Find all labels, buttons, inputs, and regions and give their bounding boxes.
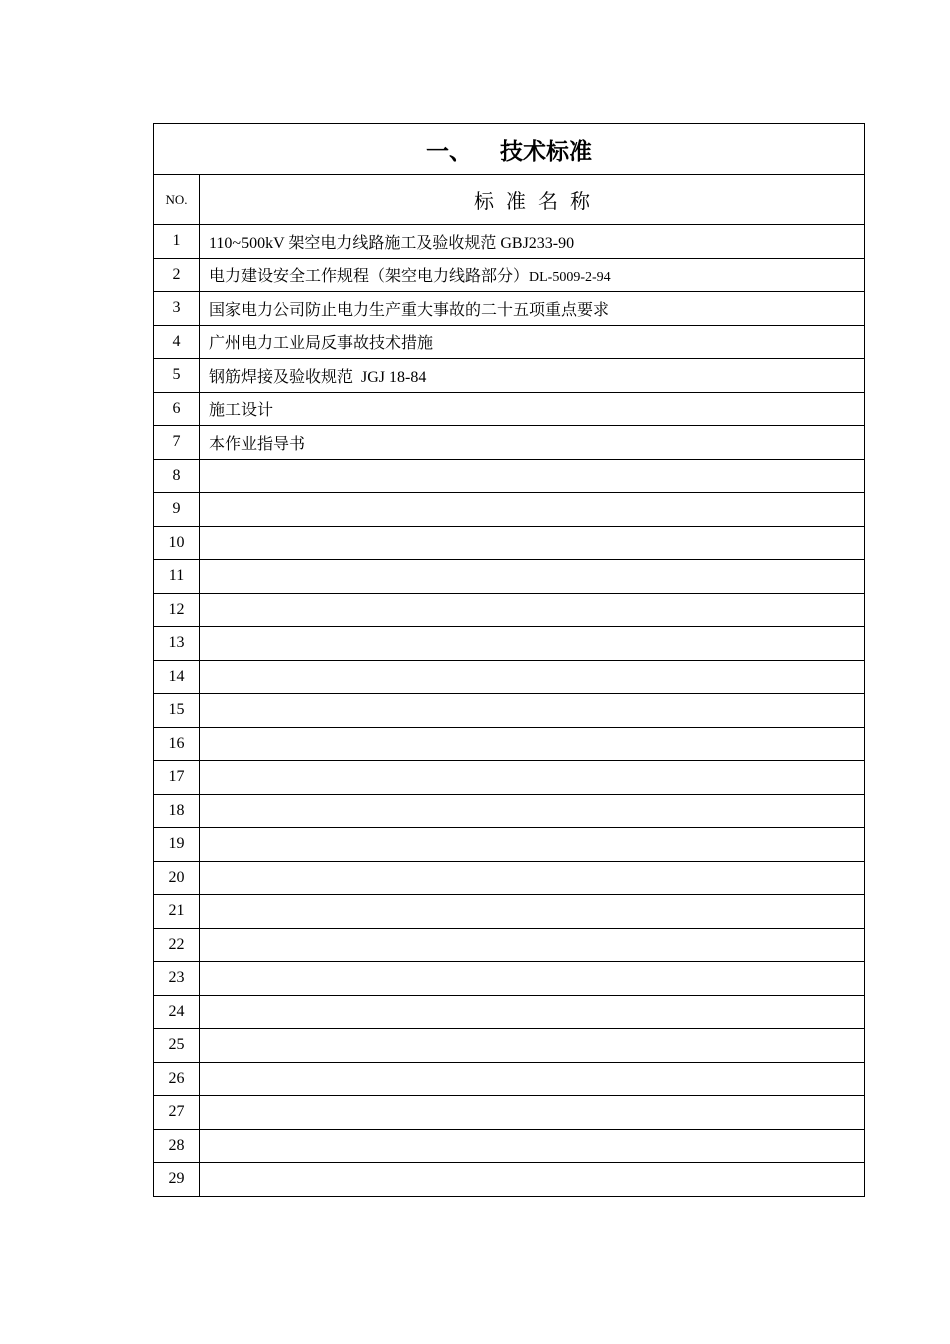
standards-table <box>153 123 865 1197</box>
row-number: 14 <box>154 660 200 694</box>
row-number: 26 <box>154 1062 200 1096</box>
table-title <box>154 124 865 175</box>
table-row <box>154 560 865 594</box>
standard-name <box>200 660 865 694</box>
table-row <box>154 928 865 962</box>
row-number: 4 <box>154 325 200 359</box>
table-row <box>154 526 865 560</box>
table-row <box>154 1062 865 1096</box>
table-row <box>154 1029 865 1063</box>
table-row <box>154 761 865 795</box>
standard-name <box>200 593 865 627</box>
row-number: 24 <box>154 995 200 1029</box>
table-row <box>154 593 865 627</box>
standard-name <box>200 1029 865 1063</box>
standard-name <box>200 861 865 895</box>
table-row <box>154 258 865 292</box>
standard-name <box>200 627 865 661</box>
row-number: 16 <box>154 727 200 761</box>
standard-name-part: 110~500kV <box>209 234 289 252</box>
row-number: 5 <box>154 359 200 393</box>
table-row <box>154 962 865 996</box>
table-row <box>154 627 865 661</box>
table-header-row <box>154 175 865 225</box>
table-row <box>154 426 865 460</box>
table-row <box>154 895 865 929</box>
row-number: 10 <box>154 526 200 560</box>
row-number: 9 <box>154 493 200 527</box>
row-number: 1 <box>154 225 200 259</box>
title-text: 技术标准 <box>500 137 592 165</box>
table-title-row <box>154 124 865 175</box>
standard-name <box>200 258 865 292</box>
table-row <box>154 1129 865 1163</box>
row-number: 29 <box>154 1163 200 1197</box>
standard-name <box>200 761 865 795</box>
table-row <box>154 694 865 728</box>
table-row <box>154 1163 865 1197</box>
table-row <box>154 325 865 359</box>
standard-name-part: 本作业指导书 <box>209 433 306 453</box>
standard-name <box>200 928 865 962</box>
row-number: 22 <box>154 928 200 962</box>
table-row <box>154 995 865 1029</box>
row-number: 15 <box>154 694 200 728</box>
standard-name <box>200 962 865 996</box>
standard-name <box>200 1096 865 1130</box>
standard-name <box>200 426 865 460</box>
standard-name <box>200 694 865 728</box>
standard-name <box>200 895 865 929</box>
standard-name-part: GBJ233-90 <box>496 234 575 252</box>
standard-name <box>200 1062 865 1096</box>
table-row <box>154 828 865 862</box>
row-number: 18 <box>154 794 200 828</box>
standard-name <box>200 560 865 594</box>
title-number: 一、 <box>426 137 472 165</box>
table-row <box>154 225 865 259</box>
row-number: 28 <box>154 1129 200 1163</box>
standard-name-part: 施工设计 <box>209 400 274 420</box>
table-row <box>154 459 865 493</box>
table-row <box>154 660 865 694</box>
table-row <box>154 727 865 761</box>
standard-name <box>200 1163 865 1197</box>
row-number: 20 <box>154 861 200 895</box>
row-number: 12 <box>154 593 200 627</box>
row-number: 7 <box>154 426 200 460</box>
standard-name <box>200 493 865 527</box>
row-number: 6 <box>154 392 200 426</box>
standard-name <box>200 392 865 426</box>
header-no: NO. <box>154 175 200 225</box>
table-row <box>154 493 865 527</box>
standard-name <box>200 1129 865 1163</box>
standard-name <box>200 794 865 828</box>
row-number: 25 <box>154 1029 200 1063</box>
standard-name-part: 电力建设安全工作规程（架空电力线路部分） <box>209 266 530 286</box>
standard-name <box>200 995 865 1029</box>
row-number: 13 <box>154 627 200 661</box>
table-row <box>154 1096 865 1130</box>
row-number: 11 <box>154 560 200 594</box>
row-number: 8 <box>154 459 200 493</box>
row-number: 23 <box>154 962 200 996</box>
standard-name <box>200 292 865 326</box>
row-number: 3 <box>154 292 200 326</box>
standard-name-part: 架空电力线路施工及验收规范 <box>288 232 497 252</box>
table-row <box>154 794 865 828</box>
standard-name <box>200 526 865 560</box>
row-number: 19 <box>154 828 200 862</box>
standard-name-part: 广州电力工业局反事故技术措施 <box>209 333 434 353</box>
standard-name-part: JGJ 18-84 <box>353 368 427 386</box>
row-number: 17 <box>154 761 200 795</box>
row-number: 21 <box>154 895 200 929</box>
row-number: 27 <box>154 1096 200 1130</box>
table-row <box>154 392 865 426</box>
standard-name <box>200 325 865 359</box>
standard-name <box>200 359 865 393</box>
standard-name-part: 钢筋焊接及验收规范 <box>209 366 354 386</box>
row-number: 2 <box>154 258 200 292</box>
standard-name <box>200 828 865 862</box>
table-row <box>154 861 865 895</box>
standard-name-part: 国家电力公司防止电力生产重大事故的二十五项重点要求 <box>209 299 610 319</box>
standard-name <box>200 459 865 493</box>
standard-name <box>200 225 865 259</box>
header-name: 标准名称 <box>200 175 865 225</box>
standard-name-part: DL-5009-2-94 <box>529 270 611 286</box>
standard-name <box>200 727 865 761</box>
table-row <box>154 292 865 326</box>
table-row <box>154 359 865 393</box>
